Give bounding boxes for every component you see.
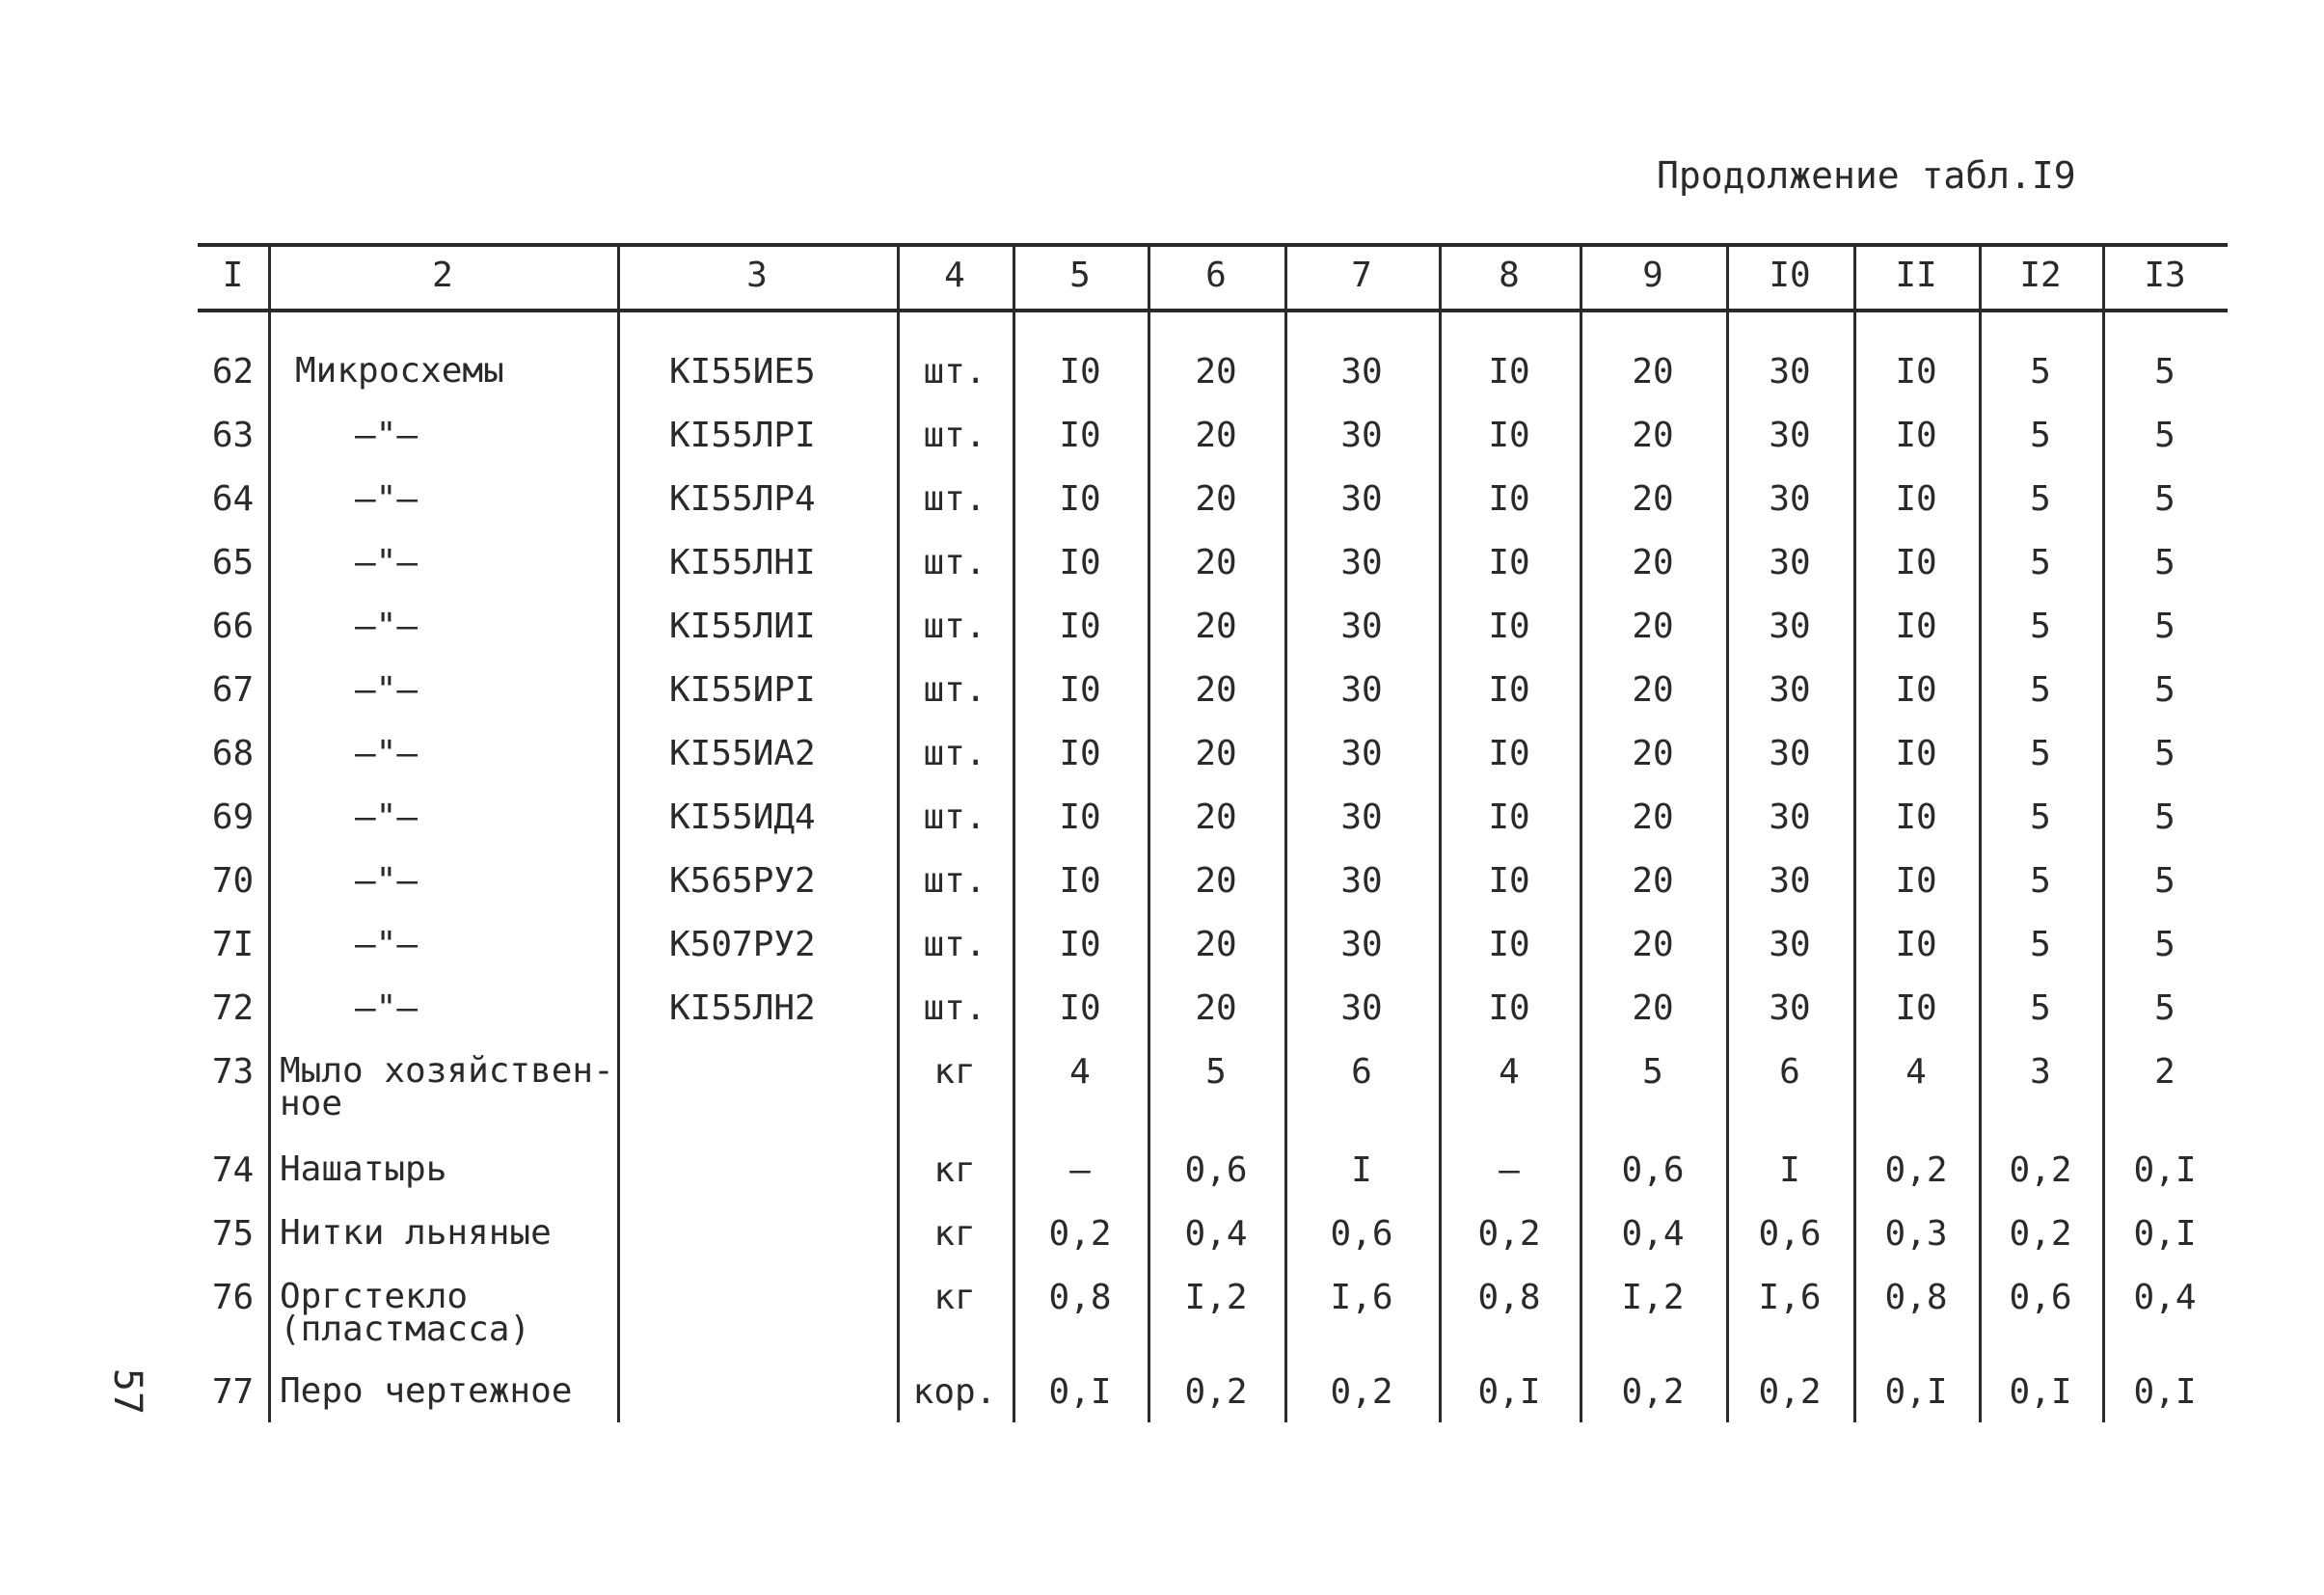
- value-cell: I0: [1059, 988, 1101, 1028]
- value-cell: 20: [1195, 861, 1237, 901]
- value-cell: I0: [1895, 543, 1937, 582]
- value-cell: 20: [1195, 925, 1237, 964]
- item-unit: кг: [933, 1278, 976, 1317]
- column-header: 5: [1069, 256, 1091, 295]
- value-cell: 30: [1769, 670, 1811, 710]
- value-cell: I0: [1059, 352, 1101, 392]
- value-cell: 0,4: [2133, 1278, 2197, 1317]
- item-name: –"–: [355, 607, 419, 646]
- value-cell: 0,6: [1621, 1150, 1685, 1190]
- value-cell: I0: [1895, 416, 1937, 455]
- value-cell: 5: [2154, 416, 2175, 455]
- item-name: Оргстекло (пластмасса): [280, 1277, 531, 1349]
- value-cell: I: [1779, 1150, 1800, 1190]
- column-header: 2: [432, 256, 453, 295]
- value-cell: 5: [2030, 607, 2051, 646]
- item-name: Нашатырь: [280, 1149, 447, 1189]
- item-name: Мыло хозяйствен- ное: [280, 1051, 614, 1123]
- value-cell: I0: [1895, 479, 1937, 519]
- item-type: KI55ЛР4: [669, 479, 816, 519]
- value-cell: I0: [1488, 734, 1530, 773]
- value-cell: 30: [1340, 988, 1383, 1028]
- value-cell: I0: [1895, 352, 1937, 392]
- item-unit: шт.: [923, 543, 986, 582]
- value-cell: 20: [1632, 988, 1674, 1028]
- value-cell: I0: [1059, 543, 1101, 582]
- value-cell: 0,2: [1621, 1372, 1685, 1412]
- value-cell: 5: [2030, 734, 2051, 773]
- value-cell: 30: [1769, 861, 1811, 901]
- row-number: 76: [211, 1278, 255, 1317]
- item-name: –"–: [355, 479, 419, 519]
- value-cell: 0,2: [1184, 1372, 1248, 1412]
- item-type: KI55ЛН2: [669, 988, 816, 1028]
- item-name: Микросхемы: [295, 351, 504, 391]
- value-cell: 30: [1340, 925, 1383, 964]
- value-cell: I0: [1059, 416, 1101, 455]
- value-cell: 0,6: [1330, 1214, 1393, 1254]
- value-cell: I0: [1059, 607, 1101, 646]
- value-cell: 30: [1340, 861, 1383, 901]
- value-cell: 0,I: [2009, 1372, 2072, 1412]
- column-header: 4: [944, 256, 965, 295]
- value-cell: 20: [1195, 670, 1237, 710]
- value-cell: 30: [1340, 416, 1383, 455]
- value-cell: I0: [1895, 861, 1937, 901]
- value-cell: 20: [1195, 798, 1237, 837]
- value-cell: I0: [1895, 988, 1937, 1028]
- value-cell: I: [1351, 1150, 1372, 1190]
- value-cell: I,2: [1184, 1278, 1248, 1317]
- value-cell: 5: [2154, 352, 2175, 392]
- value-cell: 20: [1632, 861, 1674, 901]
- item-name: Перо чертежное: [280, 1371, 573, 1411]
- value-cell: 5: [2154, 925, 2175, 964]
- value-cell: 6: [1779, 1052, 1800, 1092]
- value-cell: I0: [1488, 607, 1530, 646]
- value-cell: 5: [2154, 543, 2175, 582]
- value-cell: 4: [1499, 1052, 1520, 1092]
- value-cell: 5: [2030, 988, 2051, 1028]
- value-cell: 5: [1642, 1052, 1663, 1092]
- value-cell: I0: [1895, 734, 1937, 773]
- value-cell: 5: [1205, 1052, 1227, 1092]
- value-cell: 30: [1769, 925, 1811, 964]
- value-cell: 30: [1340, 607, 1383, 646]
- value-cell: 30: [1340, 734, 1383, 773]
- value-cell: 5: [2030, 352, 2051, 392]
- value-cell: 0,2: [2009, 1150, 2072, 1190]
- item-unit: кг: [933, 1150, 976, 1190]
- value-cell: 0,3: [1884, 1214, 1948, 1254]
- value-cell: I0: [1059, 798, 1101, 837]
- item-unit: шт.: [923, 925, 986, 964]
- row-number: 72: [211, 988, 255, 1028]
- column-header: 7: [1351, 256, 1372, 295]
- value-cell: 0,I: [1477, 1372, 1541, 1412]
- item-type: K565РУ2: [669, 861, 816, 901]
- value-cell: 5: [2154, 607, 2175, 646]
- value-cell: I0: [1059, 734, 1101, 773]
- row-number: 63: [211, 416, 255, 455]
- column-header: I2: [2019, 256, 2062, 295]
- value-cell: 0,2: [2009, 1214, 2072, 1254]
- value-cell: 5: [2154, 734, 2175, 773]
- row-number: 68: [211, 734, 255, 773]
- value-cell: –: [1069, 1150, 1091, 1190]
- row-number: 75: [211, 1214, 255, 1254]
- value-cell: 20: [1195, 479, 1237, 519]
- value-cell: I,2: [1621, 1278, 1685, 1317]
- value-cell: 30: [1340, 352, 1383, 392]
- value-cell: I,6: [1758, 1278, 1822, 1317]
- page-number: 57: [105, 1367, 149, 1416]
- column-divider: [617, 243, 620, 1422]
- value-cell: –: [1499, 1150, 1520, 1190]
- column-header: I: [222, 256, 244, 295]
- value-cell: 5: [2030, 925, 2051, 964]
- value-cell: I0: [1488, 861, 1530, 901]
- value-cell: I0: [1895, 925, 1937, 964]
- value-cell: 30: [1340, 798, 1383, 837]
- value-cell: I0: [1895, 798, 1937, 837]
- row-number: 69: [211, 798, 255, 837]
- value-cell: I0: [1488, 543, 1530, 582]
- row-number: 73: [211, 1052, 255, 1092]
- item-type: KI55ИРI: [669, 670, 816, 710]
- value-cell: 20: [1195, 734, 1237, 773]
- value-cell: 0,2: [1758, 1372, 1822, 1412]
- value-cell: 20: [1632, 479, 1674, 519]
- item-type: KI55ЛИI: [669, 607, 816, 646]
- value-cell: 30: [1340, 543, 1383, 582]
- item-type: KI55ИА2: [669, 734, 816, 773]
- value-cell: 5: [2030, 798, 2051, 837]
- value-cell: I0: [1488, 925, 1530, 964]
- value-cell: 0,2: [1477, 1214, 1541, 1254]
- item-unit: шт.: [923, 416, 986, 455]
- value-cell: 30: [1769, 479, 1811, 519]
- row-number: 64: [211, 479, 255, 519]
- value-cell: I0: [1488, 352, 1530, 392]
- value-cell: 30: [1769, 416, 1811, 455]
- item-unit: шт.: [923, 479, 986, 519]
- value-cell: 20: [1632, 925, 1674, 964]
- value-cell: 30: [1769, 607, 1811, 646]
- value-cell: 20: [1632, 670, 1674, 710]
- item-type: KI55ЛРI: [669, 416, 816, 455]
- row-number: 67: [211, 670, 255, 710]
- value-cell: 0,I: [1048, 1372, 1112, 1412]
- value-cell: 0,8: [1477, 1278, 1541, 1317]
- value-cell: 20: [1632, 734, 1674, 773]
- column-divider: [268, 243, 271, 1422]
- column-header: 6: [1205, 256, 1227, 295]
- value-cell: 0,4: [1621, 1214, 1685, 1254]
- value-cell: I0: [1488, 670, 1530, 710]
- value-cell: 5: [2030, 479, 2051, 519]
- header-top-rule: [198, 243, 2228, 247]
- item-name: –"–: [355, 861, 419, 901]
- value-cell: 20: [1632, 798, 1674, 837]
- value-cell: 0,6: [1758, 1214, 1822, 1254]
- header-bottom-rule: [198, 309, 2228, 312]
- item-type: KI55ИЕ5: [669, 352, 816, 392]
- item-type: KI55ЛНI: [669, 543, 816, 582]
- item-name: –"–: [355, 988, 419, 1028]
- value-cell: 5: [2030, 543, 2051, 582]
- value-cell: I0: [1488, 798, 1530, 837]
- item-unit: кг: [933, 1052, 976, 1092]
- row-number: 70: [211, 861, 255, 901]
- row-number: 65: [211, 543, 255, 582]
- column-header: II: [1895, 256, 1937, 295]
- value-cell: 20: [1195, 607, 1237, 646]
- column-header: I3: [2144, 256, 2186, 295]
- value-cell: 2: [2154, 1052, 2175, 1092]
- value-cell: 30: [1340, 479, 1383, 519]
- value-cell: 30: [1769, 798, 1811, 837]
- value-cell: 0,2: [1330, 1372, 1393, 1412]
- item-unit: шт.: [923, 798, 986, 837]
- value-cell: I0: [1488, 988, 1530, 1028]
- value-cell: I0: [1488, 416, 1530, 455]
- item-unit: шт.: [923, 734, 986, 773]
- item-unit: шт.: [923, 670, 986, 710]
- value-cell: I0: [1895, 670, 1937, 710]
- value-cell: 0,I: [2133, 1150, 2197, 1190]
- value-cell: 3: [2030, 1052, 2051, 1092]
- item-unit: шт.: [923, 607, 986, 646]
- value-cell: 20: [1632, 607, 1674, 646]
- value-cell: 20: [1632, 543, 1674, 582]
- item-name: –"–: [355, 734, 419, 773]
- value-cell: I0: [1059, 479, 1101, 519]
- value-cell: 5: [2030, 861, 2051, 901]
- table-caption: Продолжение табл.I9: [1657, 154, 2076, 197]
- value-cell: 20: [1195, 988, 1237, 1028]
- value-cell: I0: [1059, 861, 1101, 901]
- item-type: K507РУ2: [669, 925, 816, 964]
- item-name: –"–: [355, 543, 419, 582]
- column-header: 9: [1642, 256, 1663, 295]
- column-header: I0: [1769, 256, 1811, 295]
- column-header: 8: [1499, 256, 1520, 295]
- item-name: –"–: [355, 670, 419, 710]
- value-cell: I,6: [1330, 1278, 1393, 1317]
- item-name: –"–: [355, 925, 419, 964]
- value-cell: 0,4: [1184, 1214, 1248, 1254]
- row-number: 66: [211, 607, 255, 646]
- value-cell: 30: [1769, 543, 1811, 582]
- row-number: 7I: [211, 925, 255, 964]
- item-type: KI55ИД4: [669, 798, 816, 837]
- value-cell: 30: [1769, 988, 1811, 1028]
- value-cell: 5: [2154, 988, 2175, 1028]
- value-cell: 4: [1069, 1052, 1091, 1092]
- item-name: Нитки льняные: [280, 1213, 552, 1253]
- value-cell: I0: [1895, 607, 1937, 646]
- value-cell: 30: [1769, 734, 1811, 773]
- value-cell: 5: [2154, 861, 2175, 901]
- value-cell: 0,2: [1884, 1150, 1948, 1190]
- item-name: –"–: [355, 798, 419, 837]
- value-cell: 5: [2154, 798, 2175, 837]
- value-cell: 5: [2154, 670, 2175, 710]
- value-cell: 20: [1632, 416, 1674, 455]
- value-cell: 5: [2030, 416, 2051, 455]
- value-cell: 20: [1632, 352, 1674, 392]
- row-number: 74: [211, 1150, 255, 1190]
- value-cell: 0,6: [2009, 1278, 2072, 1317]
- value-cell: 20: [1195, 416, 1237, 455]
- row-number: 62: [211, 352, 255, 392]
- value-cell: 0,6: [1184, 1150, 1248, 1190]
- item-name: –"–: [355, 416, 419, 455]
- value-cell: 0,I: [2133, 1214, 2197, 1254]
- value-cell: 20: [1195, 352, 1237, 392]
- value-cell: 0,I: [2133, 1372, 2197, 1412]
- value-cell: 0,8: [1048, 1278, 1112, 1317]
- value-cell: 20: [1195, 543, 1237, 582]
- item-unit: кг: [933, 1214, 976, 1254]
- value-cell: 0,I: [1884, 1372, 1948, 1412]
- column-header: 3: [746, 256, 768, 295]
- value-cell: I0: [1059, 670, 1101, 710]
- value-cell: 4: [1905, 1052, 1927, 1092]
- value-cell: 30: [1769, 352, 1811, 392]
- value-cell: I0: [1488, 479, 1530, 519]
- item-unit: кор.: [912, 1372, 997, 1412]
- value-cell: 5: [2154, 479, 2175, 519]
- value-cell: 30: [1340, 670, 1383, 710]
- item-unit: шт.: [923, 861, 986, 901]
- value-cell: I0: [1059, 925, 1101, 964]
- item-unit: шт.: [923, 988, 986, 1028]
- row-number: 77: [211, 1372, 255, 1412]
- value-cell: 5: [2030, 670, 2051, 710]
- value-cell: 0,2: [1048, 1214, 1112, 1254]
- value-cell: 6: [1351, 1052, 1372, 1092]
- item-unit: шт.: [923, 352, 986, 392]
- value-cell: 0,8: [1884, 1278, 1948, 1317]
